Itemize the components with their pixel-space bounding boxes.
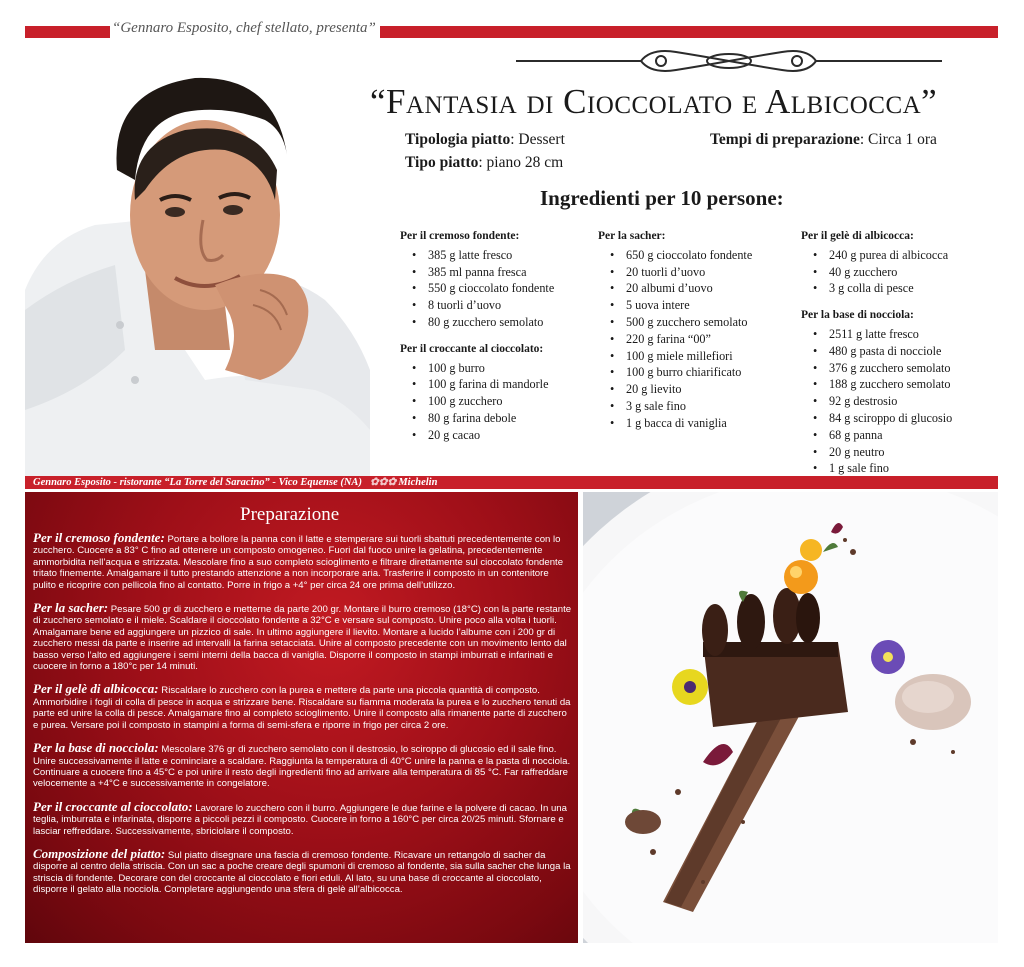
list-item: • 100 g miele millefiori	[610, 348, 752, 365]
prep-heading: Composizione del piatto:	[33, 845, 166, 861]
meta-tempi-value: : Circa 1 ora	[859, 131, 937, 148]
prep-section-nocciola	[33, 742, 573, 790]
photo-caption	[33, 476, 437, 489]
meta-tipologia-value: : Dessert	[510, 131, 565, 148]
list-item: • 84 g sciroppo di glucosio	[813, 410, 952, 427]
preparation-title: Preparazione	[240, 504, 340, 525]
list-item: • 2511 g latte fresco	[813, 326, 952, 343]
prep-text: Pesare 500 gr di zucchero e metterne da parte 200 gr. Montare il burro cremoso (18°C) con la parte restante di zucchero semolato e il miele. Scaldare il cioccolato fondente a 32°C e versare sul composto. Unire poco alla volta i tuorli. Amalgamare bene ed aggiungere un pizzico di sale. In ultimo aggiungere il lievito. Montare a lucido l’albume con i 200 gr di zucchero messi da parte e inserire ad intervalli la farina setacciata. Unire al composto precedente con un movimento lento dal basso verso l’alto ed aggiungere i semi interni della bacca di vaniglia. Disporre il composto in stampi imburrati e infarinati e cuocere in forno a 180°c per 14 minuti.	[33, 604, 572, 673]
list-item: • 92 g destrosio	[813, 393, 952, 410]
list-cremoso	[412, 247, 554, 331]
prep-section-gele	[33, 683, 573, 731]
preparation-steps	[33, 532, 573, 907]
prep-text: Riscaldare lo zucchero con la purea e mettere da parte una piccola quantità di composto. Ammorbidire i fogli di colla di pesce in acqua e strizzare bene. Riscaldare su fiamma moderata la purea e lo zucchero tenuti da parte ed unire la colla di pesce. Amalgamare fino al completo scioglimento. Unire il composto alla rimanente parte di zucchero e purea. Versare poi il composto in stampini a forma di semi-sfera e riporre in frigo per circa 2 ore.	[33, 685, 571, 731]
top-banner-left	[25, 26, 110, 38]
meta-tempi-label: Tempi di preparazione	[710, 131, 860, 148]
prep-heading: Per la sacher:	[33, 600, 109, 616]
michelin-stars-icon: ✿✿✿	[369, 477, 397, 488]
ornament-divider	[516, 44, 942, 78]
prep-section-croccante	[33, 798, 573, 837]
recipe-title: “Fantasia di Cioccolato e Albicocca”	[370, 82, 938, 121]
group-title-croccante: Per il croccante al cioccolato:	[400, 342, 544, 355]
ingredients-column-3	[801, 228, 952, 487]
list-item: • 20 albumi d’uovo	[610, 280, 752, 297]
group-title-cremoso: Per il cremoso fondente:	[400, 230, 520, 242]
dessert-photo	[583, 492, 998, 943]
prep-heading: Per la base di nocciola:	[33, 740, 159, 756]
prep-section-composizione	[33, 845, 573, 896]
list-item: • 20 g cacao	[412, 427, 554, 444]
list-item: • 376 g zucchero semolato	[813, 360, 952, 377]
presenter-line: “Gennaro Esposito, chef stellato, presenta”	[112, 20, 376, 36]
list-item: • 385 g latte fresco	[412, 247, 554, 264]
list-item: • 100 g farina di mandorle	[412, 376, 554, 393]
list-item: • 100 g burro chiarificato	[610, 364, 752, 381]
group-title-sacher: Per la sacher:	[598, 230, 666, 242]
top-banner-right	[380, 26, 998, 38]
list-item: • 20 g neutro	[813, 444, 952, 461]
list-item: • 240 g purea di albicocca	[813, 247, 952, 264]
caption-restaurant: Gennaro Esposito - ristorante “La Torre del Saracino” - Vico Equense (NA)	[33, 477, 362, 488]
list-item: • 8 tuorli d’uovo	[412, 297, 554, 314]
list-item: • 550 g cioccolato fondente	[412, 280, 554, 297]
list-item: • 3 g sale fino	[610, 398, 752, 415]
meta-tipologia	[405, 131, 565, 149]
list-item: • 20 tuorli d’uovo	[610, 264, 752, 281]
ingredients-column-1	[400, 228, 554, 454]
prep-section-cremoso	[33, 532, 573, 591]
prep-text: Lavorare lo zucchero con il burro. Aggiungere le due farine e la polvere di cacao. In una teglia, imburrata e infarinata, disporre a piccoli pezzi il composto. Cuocere in forno a 160°C per circa 20/25 minuti. Sfornare e lasciar reffreddare. Successivamente, sbriciolare il composto.	[33, 802, 567, 837]
list-item: • 3 g colla di pesce	[813, 280, 952, 297]
meta-tipo-label: Tipo piatto	[405, 154, 479, 171]
prep-heading: Per il croccante al cioccolato:	[33, 798, 193, 814]
chef-photo	[25, 50, 370, 476]
list-item: • 480 g pasta di nocciole	[813, 343, 952, 360]
meta-tempi	[710, 131, 937, 149]
ingredients-column-2	[598, 228, 752, 442]
caption-michelin: Michelin	[398, 477, 438, 488]
prep-heading: Per il cremoso fondente:	[33, 530, 165, 545]
list-gele	[813, 247, 952, 297]
list-sacher	[610, 247, 752, 432]
prep-text: Sul piatto disegnare una fascia di cremoso fondente. Ricavare un rettangolo di sacher da disporre al centro della striscia. Con un sac a poche creare degli spumoni di cremoso al fondente, sia sulla sacher che lunga la striscia di fondente. Decorare con del croccante al cioccolato e fiori eduli. Al lato, su una base di croccante al cioccolato, disporre il gelato alla nocciola. Completare aggiungendo una sfera di gelè all’albicocca.	[33, 849, 571, 896]
prep-heading: Per il gelè di albicocca:	[33, 681, 159, 697]
list-item: • 650 g cioccolato fondente	[610, 247, 752, 264]
list-nocciola	[813, 326, 952, 477]
list-item: • 100 g burro	[412, 360, 554, 377]
group-title-nocciola: Per la base di nocciola:	[801, 309, 914, 322]
prep-text: Portare a bollore la panna con il latte e stemperare sui tuorli sbattuti precedentemente con lo zucchero. Cuocere a 83° C fino ad ottenere un composto omogeneo. Fuori dal fuoco unire la gelatina, precedentemente ammorbidita nell’acqua e strizzata. Mescolare fino a suo completo scioglimento e filtrare direttamente sul cioccolato fondente tritato finemente. Amalgamare il tutto prestando attenzione a non incorporare aria. Trasferire il composto in un contenitore pulito e ricoprire con pellicola fino al contatto. Porre in frigo a +4° per circa 24 ore prima dell’utilizzo.	[33, 534, 564, 591]
list-item: • 1 g bacca di vaniglia	[610, 415, 752, 432]
list-item: • 220 g farina “00”	[610, 331, 752, 348]
list-croccante	[412, 360, 554, 444]
prep-text: Mescolare 376 gr di zucchero semolato con il destrosio, lo sciroppo di glucosio ed il sale fino. Unire successivamente il latte e cominciare a scaldare. Raggiunta la temperatura di 40°C unire la panna e la pasta di nocciola. Continuare a cuocere fino a 45°C e poi unire il resto degli ingredienti fino ad arrivare alla temperatura di 85 °C. Far raffreddare velocemente a +4°C e successivamente in congelatore.	[33, 744, 571, 790]
ingredients-title: Ingredienti per 10 persone:	[540, 186, 784, 210]
meta-tipo	[405, 154, 563, 172]
list-item: • 80 g farina debole	[412, 410, 554, 427]
meta-tipo-value: : piano 28 cm	[478, 154, 564, 171]
list-item: • 100 g zucchero	[412, 393, 554, 410]
list-item: • 68 g panna	[813, 427, 952, 444]
list-item: • 1 g sale fino	[813, 460, 952, 477]
group-title-gele: Per il gelè di albicocca:	[801, 230, 914, 242]
list-item: • 500 g zucchero semolato	[610, 314, 752, 331]
list-item: • 80 g zucchero semolato	[412, 314, 554, 331]
prep-section-sacher	[33, 602, 573, 672]
list-item: • 40 g zucchero	[813, 264, 952, 281]
list-item: • 385 ml panna fresca	[412, 264, 554, 281]
list-item: • 188 g zucchero semolato	[813, 376, 952, 393]
list-item: • 20 g lievito	[610, 381, 752, 398]
list-item: • 5 uova intere	[610, 297, 752, 314]
meta-tipologia-label: Tipologia piatto	[405, 131, 511, 148]
